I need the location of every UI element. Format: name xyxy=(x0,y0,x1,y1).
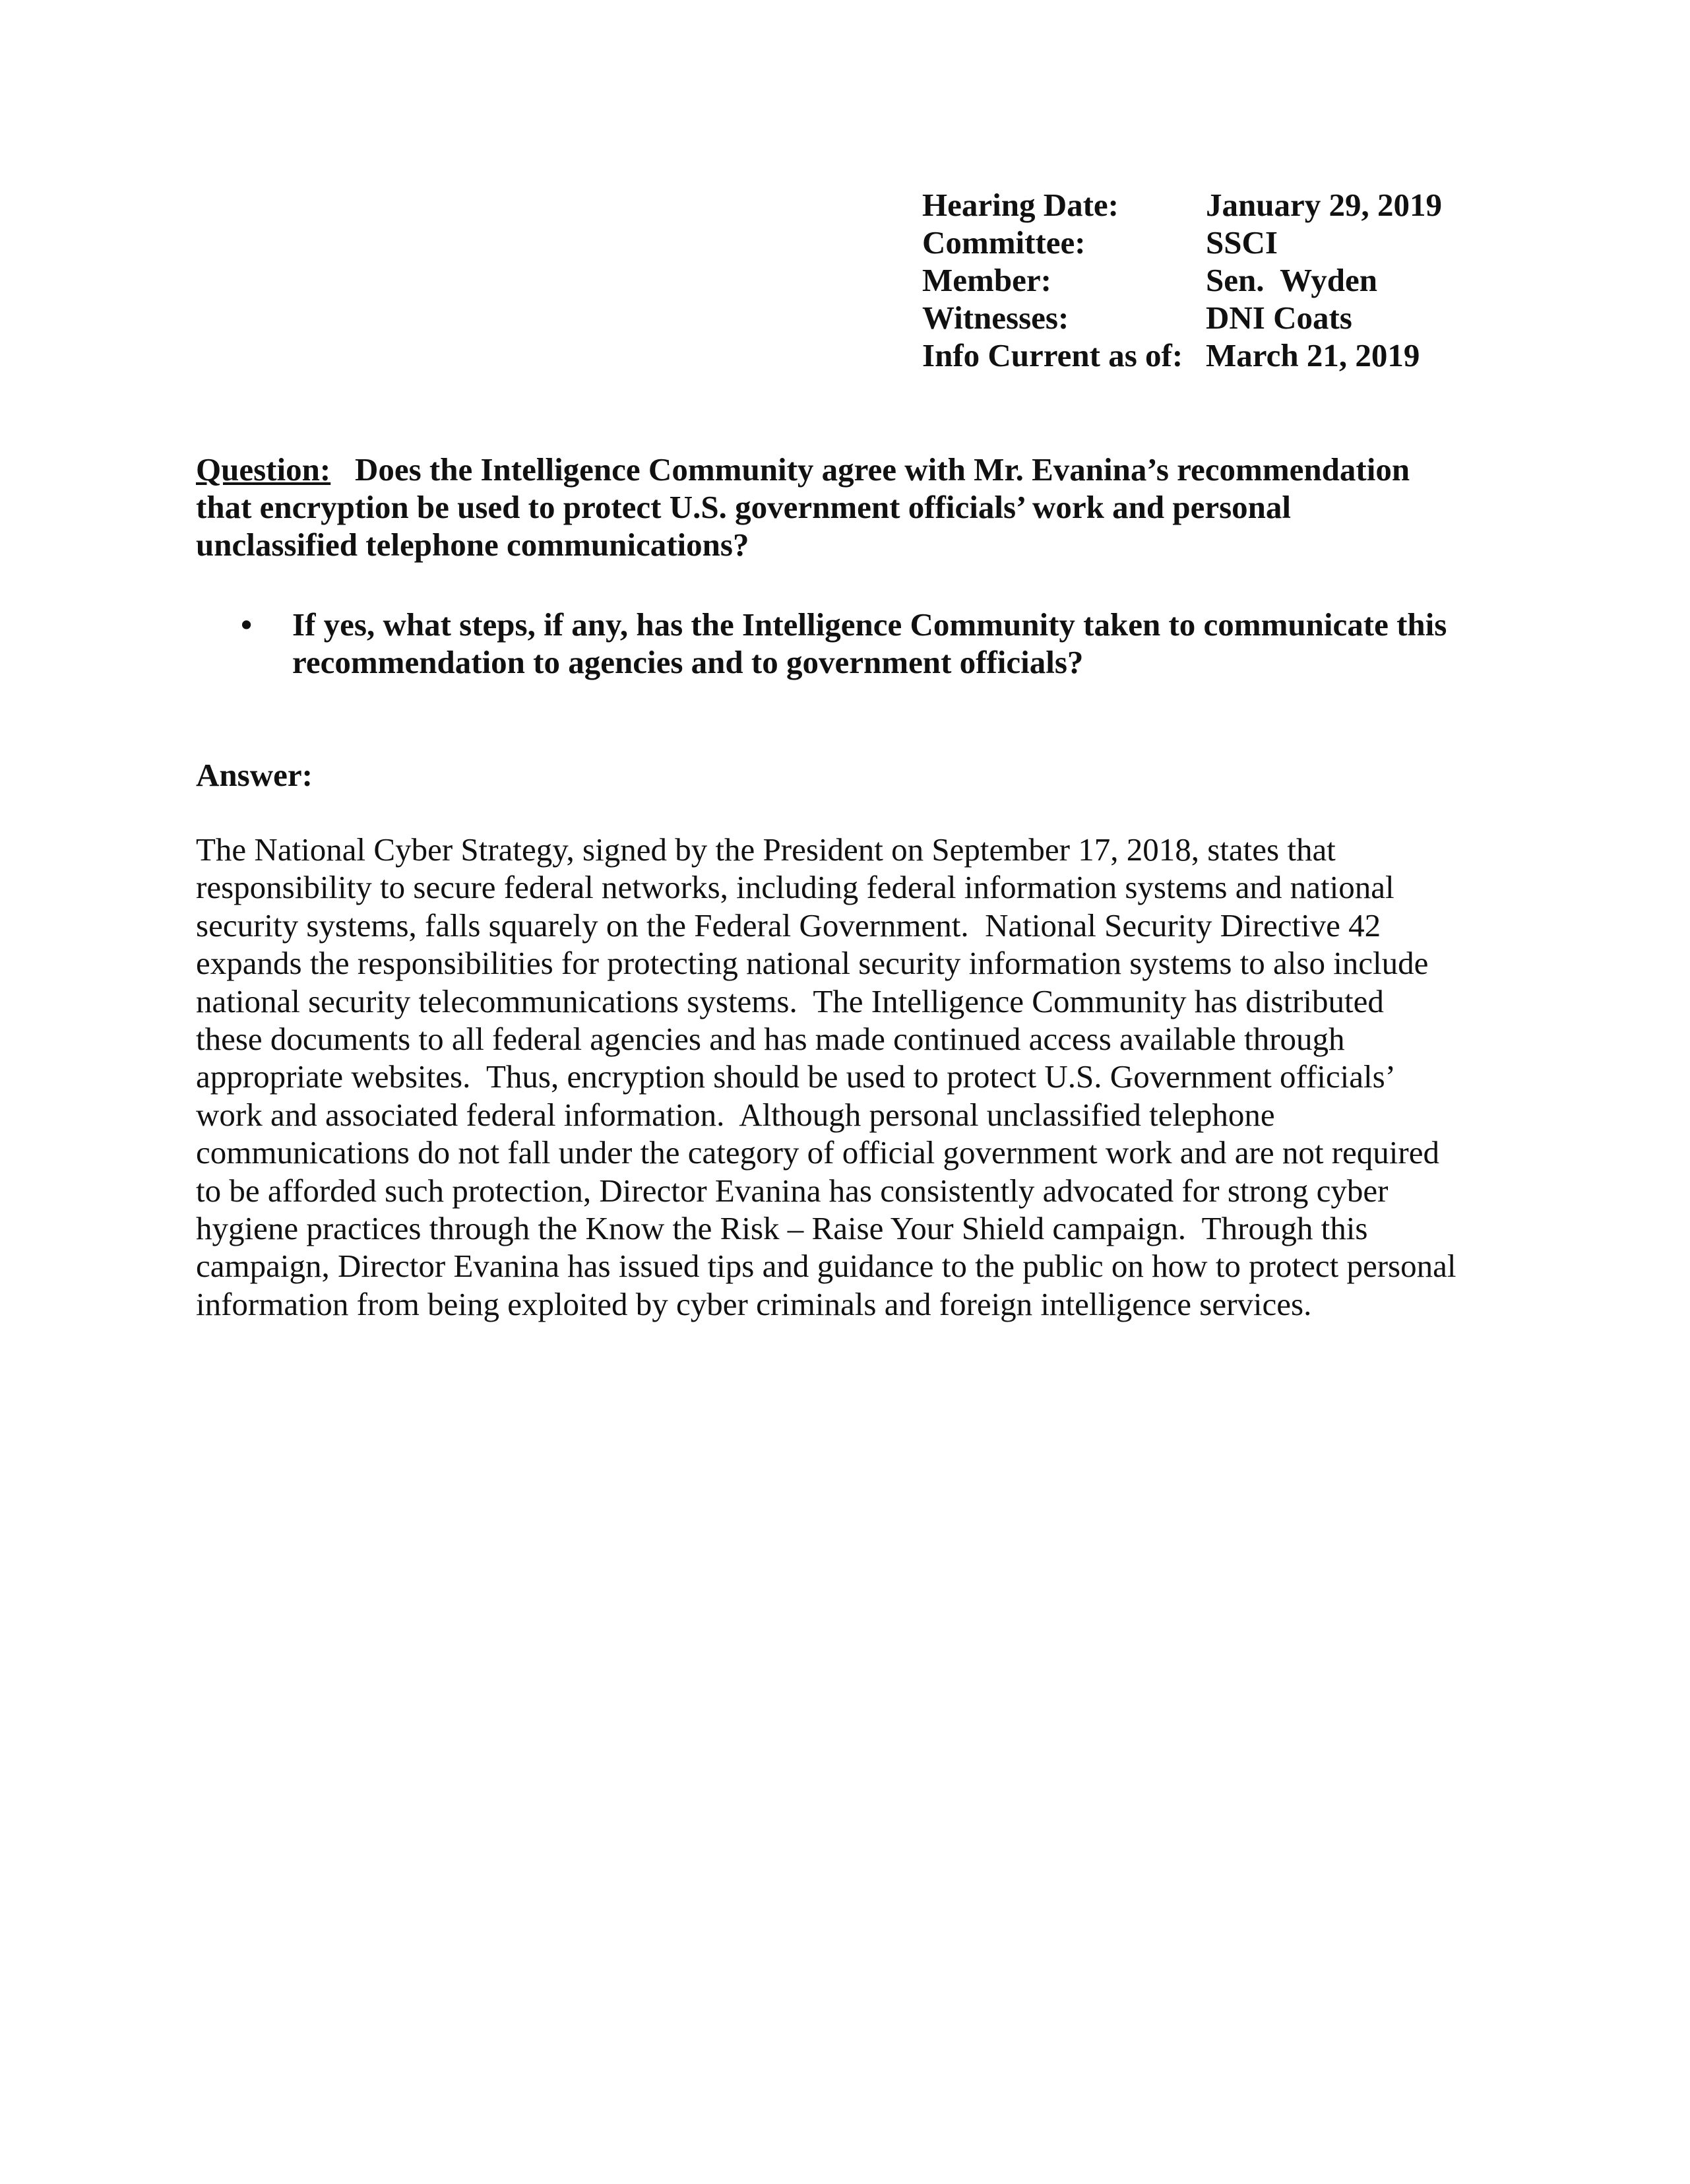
answer-line: expands the responsibilities for protecting national security information systems to also include xyxy=(196,945,1429,982)
bullet-text: recommendation to agencies and to government officials? xyxy=(292,644,1084,680)
question-text: unclassified telephone communications? xyxy=(196,527,749,563)
bullet-text: If yes, what steps, if any, has the Intelligence Community taken to communicate this xyxy=(292,606,1447,643)
info-current-row xyxy=(922,337,1442,374)
question-text: that encryption be used to protect U.S. government officials’ work and personal xyxy=(196,489,1292,525)
hearing-info-header xyxy=(922,186,1442,374)
answer-body xyxy=(196,831,1456,1323)
witnesses-row xyxy=(922,299,1442,337)
answer-line: to be afforded such protection, Director Evanina has consistently advocated for strong cyber xyxy=(196,1172,1389,1209)
field-value: DNI Coats xyxy=(1206,300,1352,336)
field-label: Hearing Date: xyxy=(922,187,1119,223)
answer-line: The National Cyber Strategy, signed by the President on September 17, 2018, states that xyxy=(196,831,1336,868)
answer-line: national security telecommunications systems. The Intelligence Community has distributed xyxy=(196,982,1384,1019)
question-bullet xyxy=(241,606,1447,681)
answer-line: these documents to all federal agencies and has made continued access available through xyxy=(196,1021,1345,1058)
answer-line: information from being exploited by cyber criminals and foreign intelligence services. xyxy=(196,1285,1312,1322)
answer-line: security systems, falls squarely on the Federal Government. National Security Directive 42 xyxy=(196,907,1381,944)
answer-line: responsibility to secure federal networks, including federal information systems and national xyxy=(196,869,1394,906)
field-value: SSCI xyxy=(1206,224,1278,261)
field-label: Info Current as of: xyxy=(922,337,1183,373)
field-value: March 21, 2019 xyxy=(1206,337,1420,373)
field-label: Member: xyxy=(922,262,1051,298)
field-value: January 29, 2019 xyxy=(1206,187,1443,223)
bullet-icon: • xyxy=(241,606,253,643)
answer-label: Answer: xyxy=(196,757,313,793)
question-label: Question: xyxy=(196,451,331,488)
field-label: Committee: xyxy=(922,224,1086,261)
committee-row xyxy=(922,224,1442,261)
question-text: Does the Intelligence Community agree with Mr. Evanina’s recommendation xyxy=(354,451,1410,488)
question-block xyxy=(196,451,1515,563)
member-row xyxy=(922,261,1442,299)
field-label: Witnesses: xyxy=(922,300,1069,336)
hearing-date-row xyxy=(922,186,1442,224)
field-value: Sen. Wyden xyxy=(1206,262,1378,298)
answer-line: appropriate websites. Thus, encryption should be used to protect U.S. Government officials’ xyxy=(196,1058,1396,1095)
answer-line: work and associated federal information. Although personal unclassified telephone xyxy=(196,1096,1275,1133)
answer-line: hygiene practices through the Know the Risk – Raise Your Shield campaign. Through this xyxy=(196,1210,1368,1247)
answer-line: campaign, Director Evanina has issued tips and guidance to the public on how to protect personal xyxy=(196,1248,1456,1285)
answer-line: communications do not fall under the category of official government work and are not required xyxy=(196,1134,1439,1171)
